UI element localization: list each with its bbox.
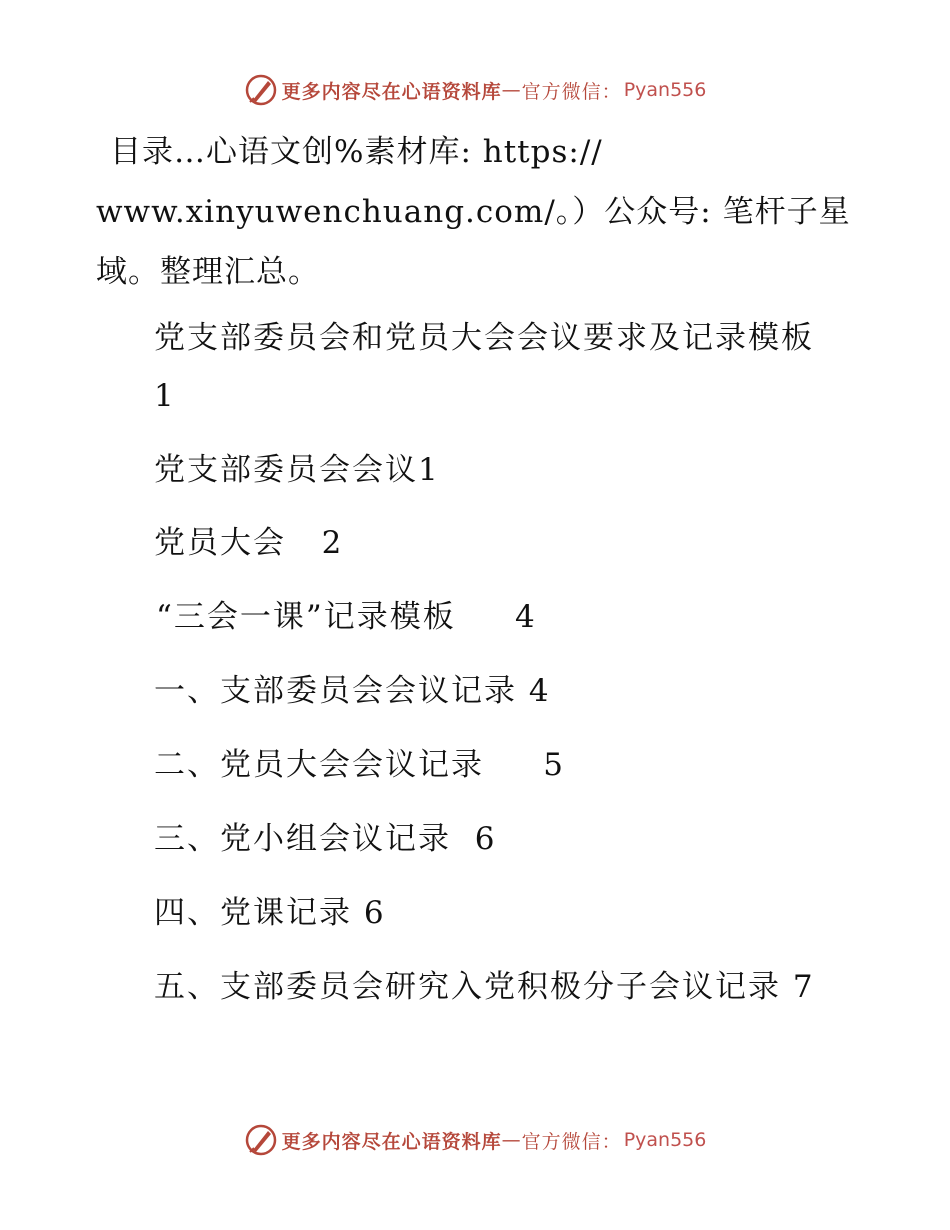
toc-entry-page: 1 [418,452,440,488]
watermark-wechat-label: 官方微信： [521,1130,622,1153]
toc-entry-title: “三会一课”记录模板 [156,599,456,635]
toc-entry-page: 1 [154,378,176,414]
toc-entry [154,893,386,933]
watermark-text: 更多内容尽在心语资料库 [281,1130,502,1153]
intro-line-3: 域。整理汇总。 [96,254,320,290]
toc-entry-title: 党员大会 [154,525,286,561]
watermark-wechat-id: Pyan556 [623,1129,707,1151]
watermark-separator: — [501,79,522,101]
toc-entry-title: 四、党课记录 [154,895,352,931]
toc-entry-page: 4 [514,599,537,635]
watermark-text: 更多内容尽在心语资料库 [281,80,502,103]
watermark-footer [0,1120,950,1160]
toc-entry [154,745,565,785]
toc-entry-page: 5 [543,747,566,783]
watermark-wechat-label: 官方微信： [521,80,622,103]
toc-entry [154,819,496,859]
toc-entry-page: 2 [321,525,344,561]
toc-entry-page: 4 [528,673,551,709]
intro-paragraph [96,122,856,302]
quill-pen-logo-icon [244,73,278,107]
toc-entry-title: 党支部委员会会议 [154,452,418,488]
toc-entry-title: 党支部委员会和党员大会会议要求及记录模板 [154,320,814,356]
toc-entry-title: 五、支部委员会研究入党积极分子会议记录 [154,969,781,1005]
toc-entry [154,671,551,711]
toc-entry-title: 一、支部委员会会议记录 [154,673,517,709]
watermark-separator: — [501,1129,522,1151]
intro-line-1: 目录…心语文创%素材库: https:// [110,134,603,170]
toc-entry-title: 三、党小组会议记录 [154,821,451,857]
toc-entry-page: 6 [474,821,497,857]
toc-entry [156,597,537,637]
watermark-header [0,70,950,110]
toc-entry-title: 二、党员大会会议记录 [154,747,484,783]
toc-entry-page: 7 [792,969,815,1005]
toc-entry [154,450,440,490]
toc-entry [154,523,343,563]
quill-pen-logo-icon [244,1123,278,1157]
intro-line-2: www.xinyuwenchuang.com/。）公众号: 笔杆子星 [96,194,851,230]
toc-entry-page: 6 [363,895,386,931]
toc-entry [154,967,815,1007]
watermark-wechat-id: Pyan556 [623,79,707,101]
